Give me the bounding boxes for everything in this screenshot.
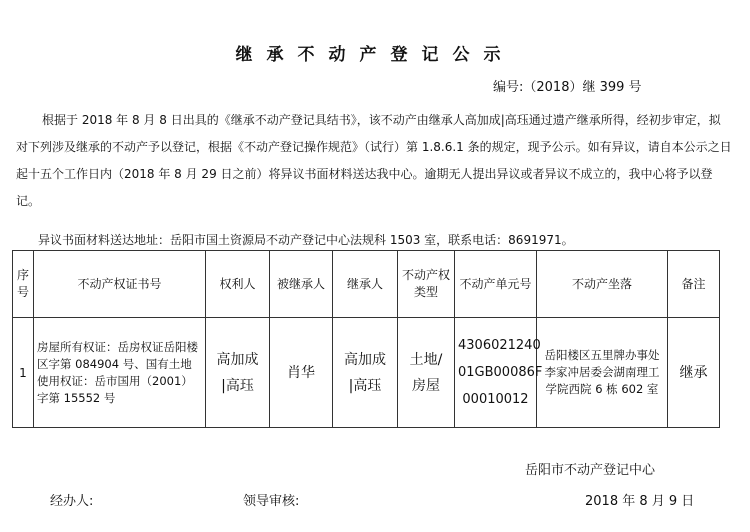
cell-location: 岳阳楼区五里牌办事处李家冲居委会湖南理工学院西院 6 栋 602 室	[537, 318, 668, 428]
right-type-line-1: 土地/	[409, 351, 443, 368]
right-holder-line-1: 高加成	[216, 351, 259, 368]
header-heir: 继承人	[333, 251, 398, 318]
table-header-row	[13, 251, 720, 318]
unit-no-line-1: 4306021240	[458, 338, 541, 353]
handler-label: 经办人:	[50, 494, 94, 509]
notice-paragraph: 根据于 2018 年 8 月 8 日出具的《继承不动产登记具结书》，该不动产由继承人高加成|高珏通过遗产继承所得，经初步审定，拟对下列涉及继承的不动产予以登记，根据《不动产登记操作规范》（试行）第 1.8.6.1 条的规定，现予公示。如有异议，请自本公示之日起十五个工作日内（2018 年 8 月 29 日之前）将异议书面材料送达我中心。逾期无人提出异议或者异议不成立的，我中心将予以登记。	[16, 113, 732, 208]
header-remark: 备注	[668, 251, 720, 318]
review-label: 领导审核:	[243, 494, 300, 509]
objection-address-paragraph: 异议书面材料送达地址：岳阳市国土资源局不动产登记中心法规科 1503 室，联系电话：8691971。	[38, 233, 574, 247]
cell-cert: 房屋所有权证：岳房权证岳阳楼区字第 084904 号、国有土地使用权证：岳市国用（2001）字第 15552 号	[34, 318, 206, 428]
property-table	[12, 250, 720, 428]
header-right-type: 不动产权类型	[398, 251, 455, 318]
unit-no-line-3: 00010012	[462, 392, 529, 407]
right-type-line-2: 房屋	[412, 377, 440, 394]
table-row	[13, 318, 720, 428]
cell-seq: 1	[13, 318, 34, 428]
header-location: 不动产坐落	[537, 251, 668, 318]
cell-right-holder	[206, 318, 270, 428]
header-seq: 序号	[13, 251, 34, 318]
cell-decedent: 肖华	[270, 318, 333, 428]
heir-line-2: |高珏	[348, 377, 382, 394]
issue-date: 2018 年 8 月 9 日	[585, 494, 695, 509]
cell-remark: 继承	[668, 318, 720, 428]
unit-no-line-2: 01GB00086F	[458, 365, 543, 380]
cell-unit-no	[455, 318, 543, 428]
cell-heir	[333, 318, 398, 428]
header-right-holder: 权利人	[206, 251, 270, 318]
page-title: 继承不动产登记公示	[235, 45, 515, 65]
document-number: 编号:（2018）继 399 号	[493, 80, 642, 95]
issuer-name: 岳阳市不动产登记中心	[525, 463, 656, 478]
cell-right-type	[398, 318, 455, 428]
header-decedent: 被继承人	[270, 251, 333, 318]
heir-line-1: 高加成	[344, 351, 386, 368]
right-holder-line-2: |高珏	[221, 377, 254, 394]
header-cert: 不动产权证书号	[34, 251, 206, 318]
header-unit-no: 不动产单元号	[455, 251, 537, 318]
